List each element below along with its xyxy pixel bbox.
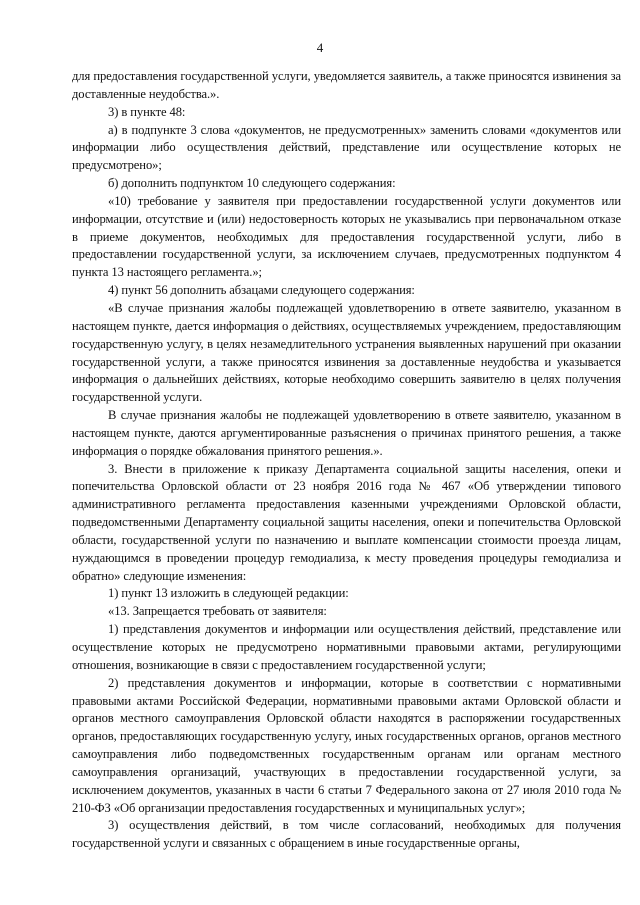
paragraph-section-3: 3. Внести в приложение к приказу Департамента социальной защиты населения, опеки и попечительства Орловской области от 23 ноября 2016 года № 467 «Об утверждении типового административного регламента предоставления казенными учреждениями Орловской области, подведомственными Департаменту социальной защиты населения, опеки и попечительства Орловской области, государственной услуги по назначению и выплате компенсации стоимости проезда лицам, нуждающимся в проведении процедур гемодиализа, к месту проведения процедуры гемодиализа и обратно» следующие изменения: [72,461,621,583]
paragraph-list-1: 1) представления документов и информации или осуществления действий, представление или осуществление которых не предусмотрено нормативными правовыми актами, регулирующими отношения, возникающие в связи с предоставлением государственной услуги; [72,622,621,672]
paragraph-item-4: 4) пункт 56 дополнить абзацами следующего содержания: [108,283,415,298]
paragraph-complaint-rejected: В случае признания жалобы не подлежащей удовлетворению в ответе заявителю, указанном в настоящем пункте, даются аргументированные разъяснения о причинах принятого решения, а также информация о порядке обжалования принятого решения.». [72,408,621,458]
paragraph-item-1: 1) пункт 13 изложить в следующей редакции: [108,586,349,601]
paragraph-subitem-a: а) в подпункте 3 слова «документов, не предусмотренных» заменить словами «документов или информации либо осуществления действий, представление или осуществление которых не предусмотрено»; [72,122,621,173]
paragraph-list-3: 3) осуществления действий, в том числе согласований, необходимых для получения государственной услуги и связанных с обращением в иные государственные органы, [72,818,621,851]
paragraph-quote-complaint-satisfied: «В случае признания жалобы подлежащей удовлетворению в ответе заявителю, указанном в настоящем пункте, дается информация о действиях, осуществляемых учреждением, предоставляющим государственную услугу, в целях незамедлительного устранения выявленных нарушений при оказании государственной услуги, а также приносятся извинения за доставленные неудобства и указывается информация о дальнейших действиях, которые необходимо совершить заявителю в целях получения государственной услуги. [72,300,621,405]
paragraph-quote-13: «13. Запрещается требовать от заявителя: [108,604,327,619]
paragraph-item-3: 3) в пункте 48: [108,104,186,119]
paragraph-list-2: 2) представления документов и информации, которые в соответствии с нормативными правовыми актами Российской Федерации, нормативными правовыми актами Орловской области и органов местного самоуправления Орловской области находятся в распоряжении государственных органов, предоставляющих государственную услугу, иных государственных органов, органов местного самоуправления либо подведомственных государственным органам или органам местного самоуправления организаций, участвующих в предоставлении государственной услуги, за исключением документов, указанных в части 6 статьи 7 Федерального закона от 27 июля 2010 года № 210-ФЗ «Об организации предоставления государственных и муниципальных услуг»; [72,675,621,815]
paragraph-continuation: для предоставления государственной услуги, уведомляется заявитель, а также приносятся извинения за доставленные неудобства.». [72,69,621,101]
paragraph-subitem-b: б) дополнить подпунктом 10 следующего содержания: [108,176,396,191]
document-body [72,68,621,853]
paragraph-quote-10: «10) требование у заявителя при предоставлении государственной услуги документов или информации, отсутствие и (или) недостоверность которых не указывались при первоначальном отказе в приеме документов, необходимых для предоставления государственной услуги, либо в предоставлении государственной услуги, за исключением случаев, предусмотренных подпунктом 4 пункта 13 настоящего регламента.»; [72,193,621,280]
page-number: 4 [316,40,324,55]
